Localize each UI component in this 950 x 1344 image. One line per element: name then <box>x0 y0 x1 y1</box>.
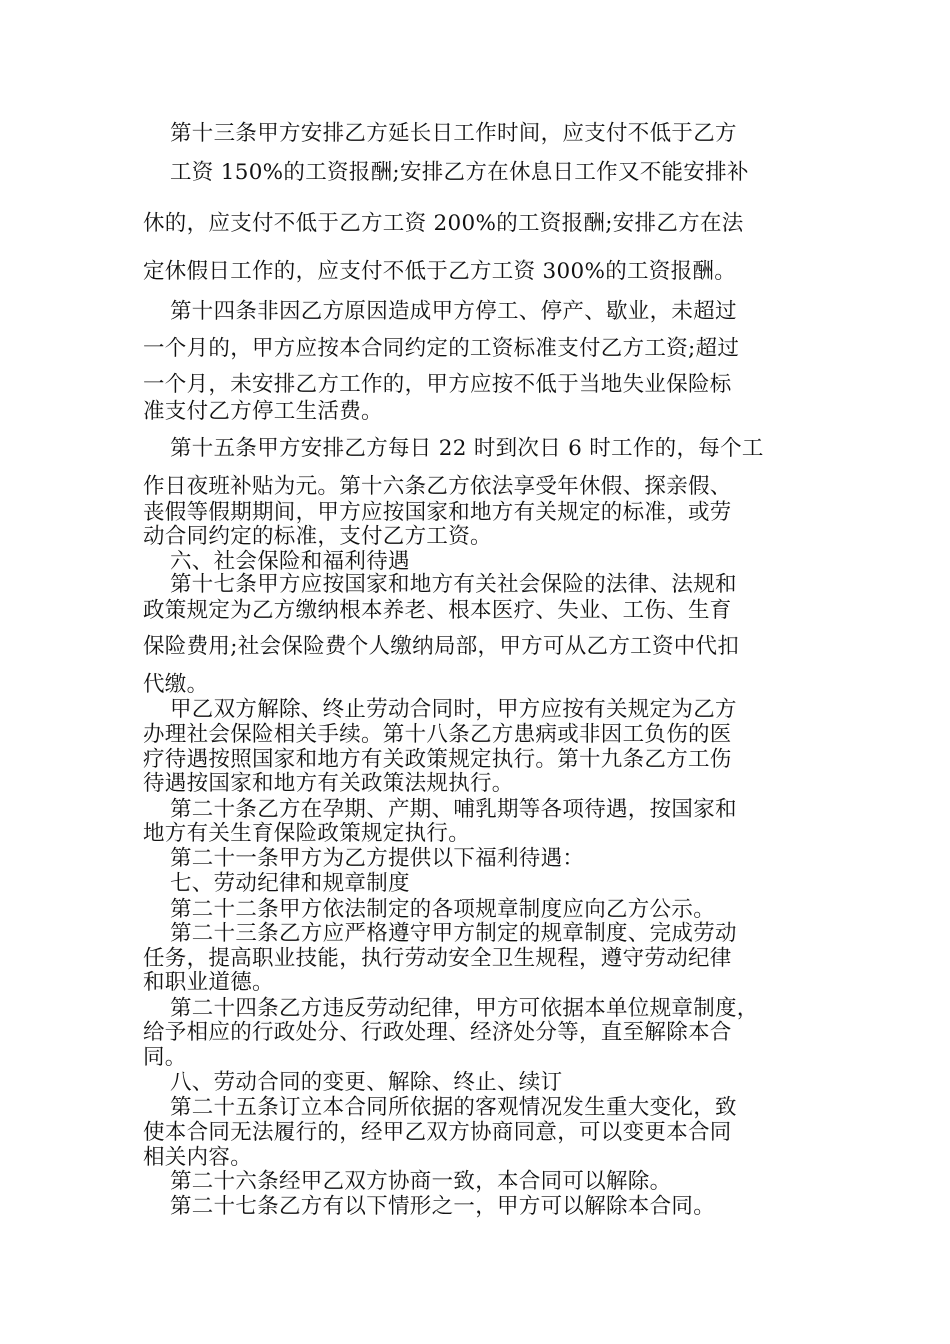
text-line: 作日夜班补贴为元。第十六条乙方依法享受年休假、探亲假、 <box>143 474 732 499</box>
text-line: 第十五条甲方安排乙方每日 22 时到次日 6 时工作的，每个工 <box>170 436 764 461</box>
text-line: 第二十二条甲方依法制定的各项规章制度应向乙方公示。 <box>170 897 716 922</box>
text-line: 第十三条甲方安排乙方延长日工作时间，应支付不低于乙方 <box>170 121 737 146</box>
text-line: 使本合同无法履行的，经甲乙双方协商同意，可以变更本合同 <box>143 1120 732 1145</box>
text-line: 休的，应支付不低于乙方工资 200%的工资报酬;安排乙方在法 <box>143 211 744 236</box>
text-line: 工资 150%的工资报酬;安排乙方在休息日工作又不能安排补 <box>170 160 749 185</box>
text-line: 同。 <box>143 1045 187 1070</box>
text-line: 定休假日工作的，应支付不低于乙方工资 300%的工资报酬。 <box>143 259 737 284</box>
text-line: 第二十三条乙方应严格遵守甲方制定的规章制度、完成劳动 <box>170 921 737 946</box>
text-line: 第二十一条甲方为乙方提供以下福利待遇： <box>170 846 585 871</box>
text-line: 动合同约定的标准，支付乙方工资。 <box>143 524 492 549</box>
section-heading: 八、劳动合同的变更、解除、终止、续订 <box>170 1070 563 1095</box>
text-line: 待遇按国家和地方有关政策法规执行。 <box>143 771 514 796</box>
text-line: 政策规定为乙方缴纳根本养老、根本医疗、失业、工伤、生育 <box>143 598 732 623</box>
text-line: 保险费用;社会保险费个人缴纳局部，甲方可从乙方工资中代扣 <box>143 634 740 659</box>
text-line: 相关内容。 <box>143 1145 253 1170</box>
section-heading: 六、社会保险和福利待遇 <box>170 549 410 574</box>
text-line: 第二十五条订立本合同所依据的客观情况发生重大变化，致 <box>170 1095 737 1120</box>
text-line: 准支付乙方停工生活费。 <box>143 399 383 424</box>
text-line: 任务，提高职业技能，执行劳动安全卫生规程，遵守劳动纪律 <box>143 946 732 971</box>
section-heading: 七、劳动纪律和规章制度 <box>170 871 410 896</box>
text-line: 第二十六条经甲乙双方协商一致，本合同可以解除。 <box>170 1169 672 1194</box>
text-line: 一个月，未安排乙方工作的，甲方应按不低于当地失业保险标 <box>143 372 732 397</box>
text-line: 第二十条乙方在孕期、产期、哺乳期等各项待遇，按国家和 <box>170 797 737 822</box>
text-line: 给予相应的行政处分、行政处理、经济处分等，直至解除本合 <box>143 1020 732 1045</box>
text-line: 第二十七条乙方有以下情形之一，甲方可以解除本合同。 <box>170 1194 716 1219</box>
text-line: 第二十四条乙方违反劳动纪律，甲方可依据本单位规章制度， <box>170 996 759 1021</box>
text-line: 办理社会保险相关手续。第十八条乙方患病或非因工负伤的医 <box>143 722 732 747</box>
text-line: 一个月的，甲方应按本合同约定的工资标准支付乙方工资;超过 <box>143 336 740 361</box>
text-line: 第十七条甲方应按国家和地方有关社会保险的法律、法规和 <box>170 572 737 597</box>
text-line: 地方有关生育保险政策规定执行。 <box>143 821 471 846</box>
text-line: 丧假等假期期间，甲方应按国家和地方有关规定的标准，或劳 <box>143 500 732 525</box>
text-line: 代缴。 <box>143 672 209 697</box>
text-line: 第十四条非因乙方原因造成甲方停工、停产、歇业，未超过 <box>170 299 737 324</box>
text-line: 疗待遇按照国家和地方有关政策规定执行。第十九条乙方工伤 <box>143 747 732 772</box>
text-line: 甲乙双方解除、终止劳动合同时，甲方应按有关规定为乙方 <box>170 697 737 722</box>
text-line: 和职业道德。 <box>143 970 274 995</box>
